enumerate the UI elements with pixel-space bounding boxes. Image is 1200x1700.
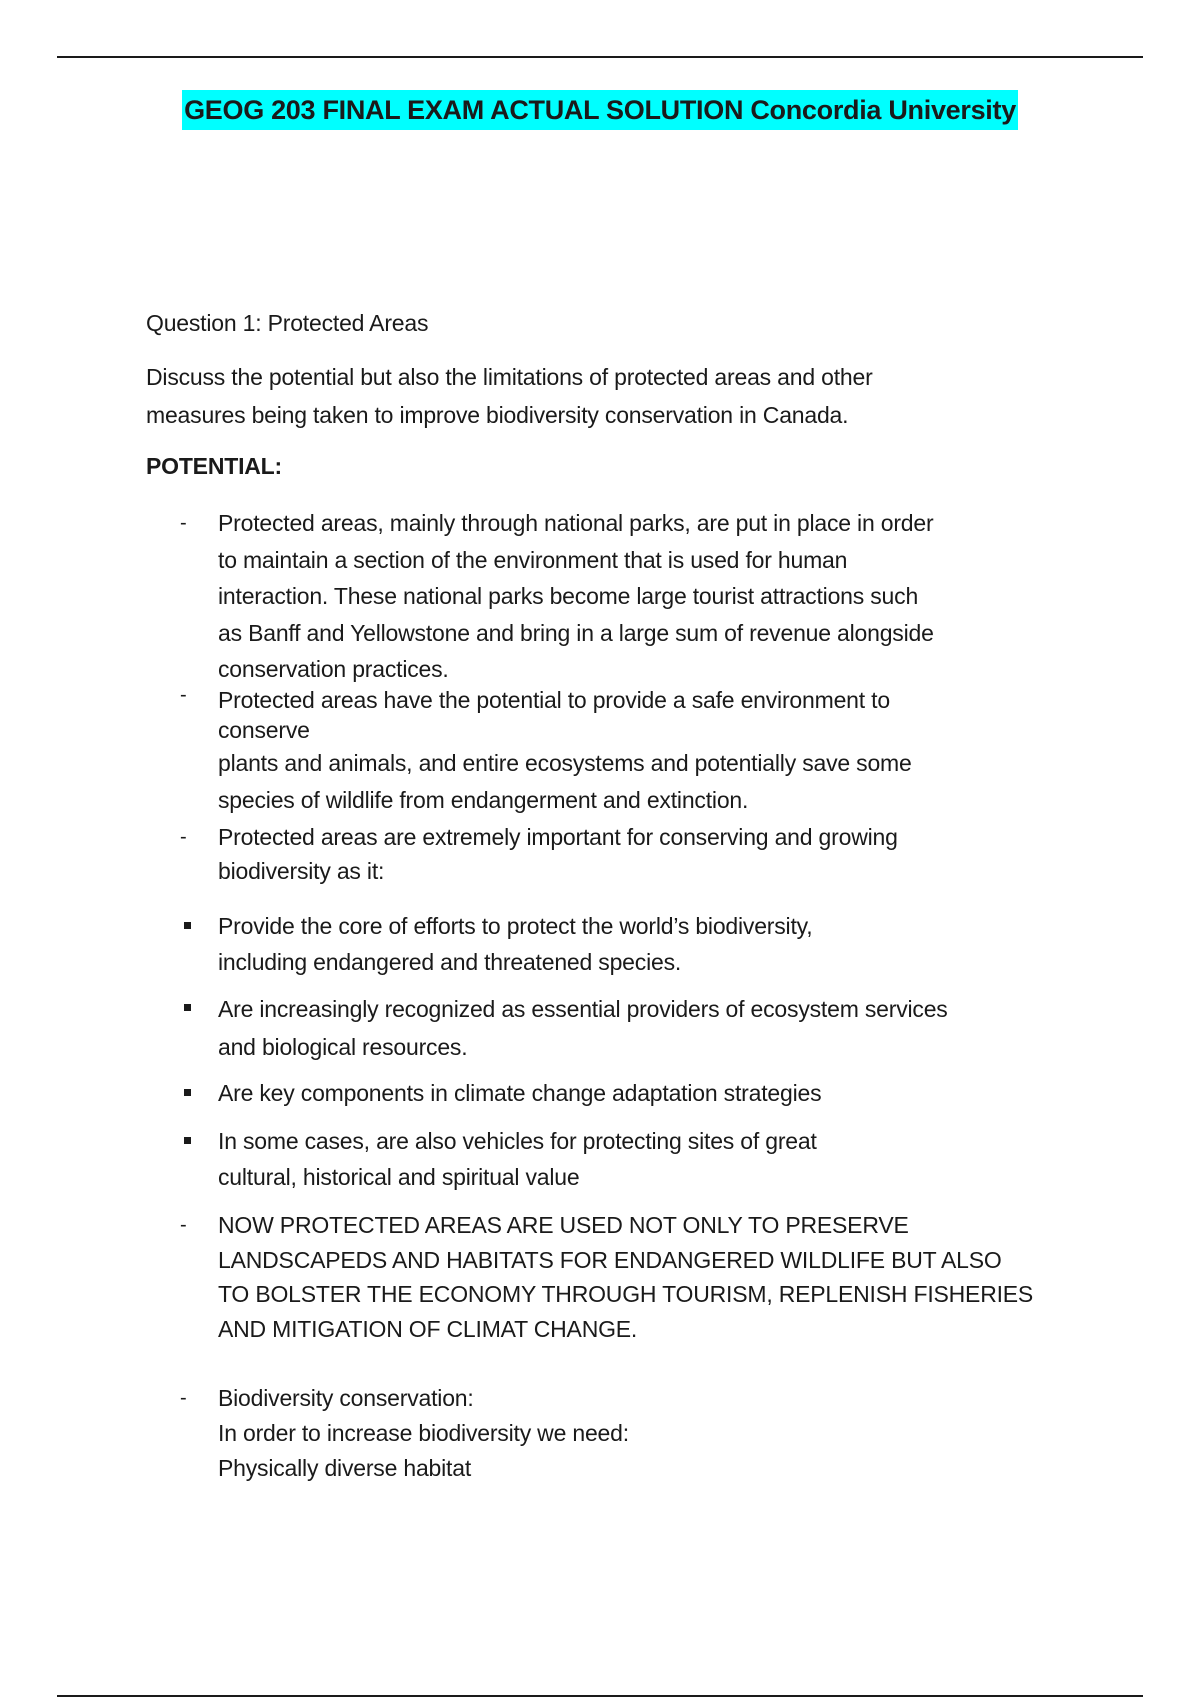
line: AND MITIGATION OF CLIMAT CHANGE.	[218, 1315, 638, 1342]
list-item	[180, 908, 1060, 980]
line: Provide the core of efforts to protect the world’s biodiversity,	[218, 913, 813, 939]
line: Protected areas are extremely important for conserving and growing	[218, 824, 898, 850]
question-text	[146, 358, 1006, 434]
line: In some cases, are also vehicles for protecting sites of great	[218, 1128, 817, 1154]
list-item	[180, 820, 1060, 888]
question-heading: Question 1: Protected Areas	[146, 310, 429, 336]
list-item	[180, 1381, 1060, 1486]
dash-marker: -	[180, 826, 187, 848]
question-text-line: Discuss the potential but also the limitations of protected areas and other	[146, 364, 873, 390]
list-item-text	[218, 505, 1060, 688]
list-item	[180, 505, 1060, 688]
dash-marker: -	[180, 512, 187, 534]
dash-marker: -	[180, 1387, 187, 1409]
bottom-rule	[57, 1695, 1143, 1697]
list-item-text	[218, 1123, 1060, 1195]
section-label-potential: POTENTIAL:	[146, 453, 282, 479]
title-container	[0, 90, 1200, 130]
list-item-text	[218, 1075, 1060, 1111]
list-item	[180, 990, 1060, 1066]
line: Physically diverse habitat	[218, 1455, 472, 1481]
line: Are increasingly recognized as essential providers of ecosystem services	[218, 996, 948, 1022]
line: including endangered and threatened species.	[218, 949, 682, 975]
line: conserve	[218, 717, 310, 743]
list-item	[180, 684, 1060, 818]
line: Biodiversity conservation:	[218, 1385, 474, 1411]
line: LANDSCAPEDS AND HABITATS FOR ENDANGERED WILDLIFE BUT ALSO	[218, 1246, 1002, 1273]
line: conservation practices.	[218, 656, 449, 682]
square-bullet-icon	[184, 922, 191, 929]
list-item-text	[218, 820, 1060, 888]
list-item	[180, 1123, 1060, 1195]
line: NOW PROTECTED AREAS ARE USED NOT ONLY TO PRESERVE	[218, 1212, 909, 1238]
line: plants and animals, and entire ecosystems and potentially save some	[218, 750, 912, 776]
dash-marker: -	[180, 684, 187, 706]
line: biodiversity as it:	[218, 858, 385, 884]
line: as Banff and Yellowstone and bring in a large sum of revenue alongside	[218, 619, 934, 646]
line: interaction. These national parks become large tourist attractions such	[218, 583, 919, 609]
line: species of wildlife from endangerment and extinction.	[218, 787, 749, 813]
square-bullet-icon	[184, 1004, 191, 1011]
dash-marker: -	[180, 1214, 187, 1236]
document-title: GEOG 203 FINAL EXAM ACTUAL SOLUTION Concordia University	[182, 90, 1018, 130]
line: to maintain a section of the environment that is used for human	[218, 546, 848, 573]
list-item	[180, 1075, 1060, 1111]
line: In order to increase biodiversity we need:	[218, 1420, 629, 1446]
list-item-text	[218, 1381, 1060, 1486]
square-bullet-icon	[184, 1137, 191, 1144]
line: TO BOLSTER THE ECONOMY THROUGH TOURISM, REPLENISH FISHERIES	[218, 1281, 1034, 1307]
line: cultural, historical and spiritual value	[218, 1164, 580, 1190]
line: Protected areas have the potential to provide a safe environment to	[218, 687, 890, 713]
line: Protected areas, mainly through national parks, are put in place in order	[218, 510, 934, 536]
list-item-text	[218, 684, 1060, 818]
list-item-text	[218, 908, 1060, 980]
list-item	[180, 1208, 1060, 1346]
square-bullet-icon	[184, 1089, 191, 1096]
top-rule	[57, 56, 1143, 58]
line: Are key components in climate change adaptation strategies	[218, 1080, 822, 1106]
line: and biological resources.	[218, 1034, 468, 1060]
question-text-line: measures being taken to improve biodiversity conservation in Canada.	[146, 402, 849, 428]
list-item-text	[218, 990, 1060, 1066]
list-item-text	[218, 1208, 1060, 1346]
